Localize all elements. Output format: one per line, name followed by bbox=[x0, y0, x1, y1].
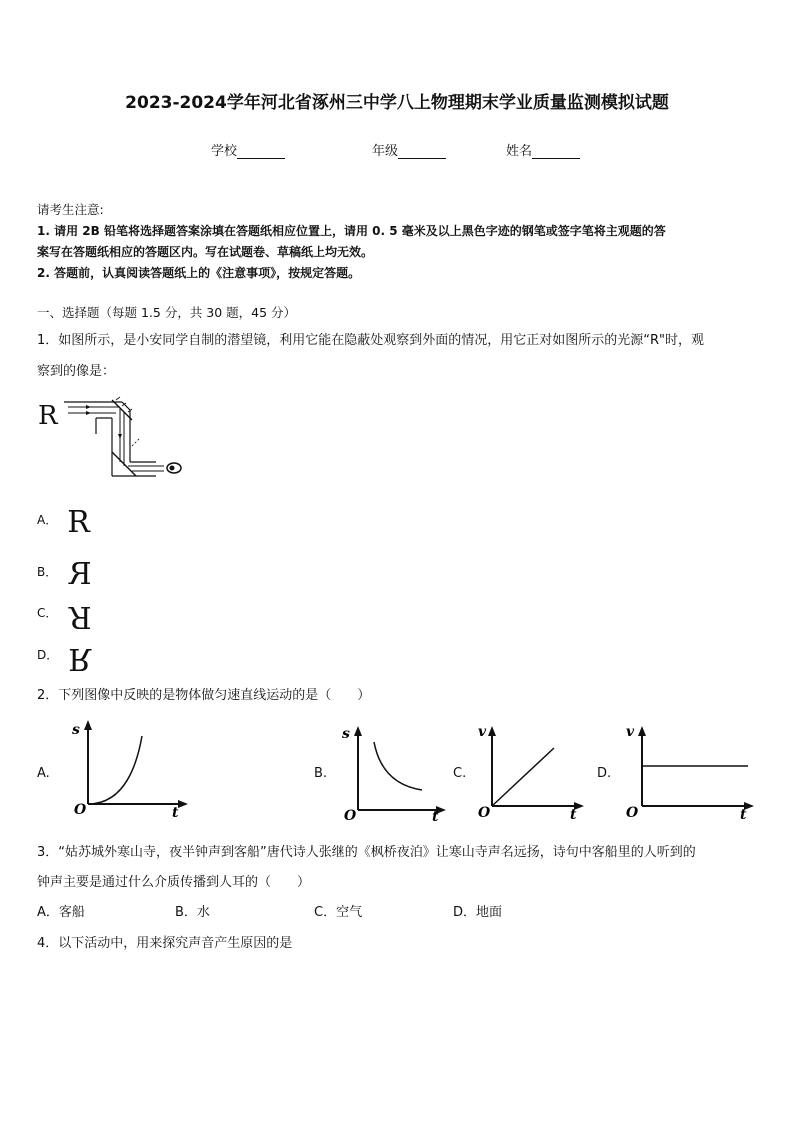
q1-option-d-glyph: R bbox=[68, 641, 91, 676]
q2-graph-b-label[interactable]: B. bbox=[314, 766, 328, 781]
q2-graph-c-origin: O bbox=[478, 805, 491, 821]
q2-graph-d bbox=[622, 722, 757, 822]
q3-option-d[interactable]: D．地面 bbox=[453, 905, 503, 920]
source-letter: R bbox=[38, 401, 58, 431]
q2-graph-c-xlabel: t bbox=[570, 807, 577, 822]
q2-graph-d-ylabel: v bbox=[626, 724, 635, 740]
q2-graph-c-ylabel: v bbox=[478, 724, 487, 740]
name-field bbox=[506, 140, 580, 159]
q2-graph-a-origin: O bbox=[74, 802, 87, 818]
q3-option-c[interactable]: C．空气 bbox=[314, 905, 363, 920]
q3-stem-line2: 钟声主要是通过什么介质传播到人耳的（ ） bbox=[37, 875, 311, 890]
q1-option-a-glyph: R bbox=[67, 505, 90, 540]
notice-item1-line2: 案写在答题纸相应的答题区内。写在试题卷、草稿纸上均无效。 bbox=[37, 245, 374, 259]
q2-graph-b-ylabel: s bbox=[342, 726, 350, 742]
page-title: 2023-2024学年河北省涿州三中学八上物理期末学业质量监测模拟试题 bbox=[125, 93, 669, 113]
q3-option-b[interactable]: B．水 bbox=[175, 905, 210, 920]
q1-option-a-label: A． bbox=[37, 513, 58, 527]
grade-blank bbox=[398, 144, 446, 159]
grade-label: 年级 bbox=[372, 144, 399, 159]
q2-graph-a-xlabel: t bbox=[172, 805, 179, 818]
q2-graph-b-xlabel: t bbox=[432, 809, 439, 822]
q3-option-a[interactable]: A．客船 bbox=[37, 905, 85, 920]
q1-stem-line2: 察到的像是： bbox=[37, 364, 116, 379]
q3-stem-line1: 3．“姑苏城外寒山寺，夜半钟声到客船”唐代诗人张继的《枫桥夜泊》让寒山寺声名远扬，诗句中客船里的人听到的 bbox=[37, 845, 696, 860]
q2-graph-a-label[interactable]: A. bbox=[37, 766, 50, 781]
q1-option-c[interactable] bbox=[37, 599, 92, 634]
name-label: 姓名 bbox=[506, 144, 533, 159]
q1-option-b[interactable] bbox=[37, 557, 92, 592]
q1-option-d[interactable] bbox=[37, 641, 91, 676]
notice-item1-line1: 1. 请用 2B 铅笔将选择题答案涂填在答题纸相应位置上，请用 0. 5 毫米及以上黑色字迹的钢笔或签字笔将主观题的答 bbox=[37, 224, 666, 238]
notice-item2: 2. 答题前，认真阅读答题纸上的《注意事项》，按规定答题。 bbox=[37, 266, 361, 280]
q2-graph-d-xlabel: t bbox=[740, 807, 747, 822]
q2-stem: 2．下列图像中反映的是物体做匀速直线运动的是（ ） bbox=[37, 688, 371, 703]
q2-graph-a-ylabel: s bbox=[72, 722, 80, 738]
q2-graph-d-label[interactable]: D. bbox=[597, 766, 612, 781]
grade-field bbox=[372, 140, 446, 159]
q1-option-b-label: B． bbox=[37, 565, 58, 579]
q1-option-c-label: C． bbox=[37, 606, 58, 620]
school-field bbox=[211, 140, 285, 159]
school-label: 学校 bbox=[211, 144, 238, 159]
q1-option-d-label: D． bbox=[37, 648, 59, 662]
q1-option-a[interactable] bbox=[37, 505, 90, 540]
q1-stem-line1: 1．如图所示，是小安同学自制的潜望镜，利用它能在隐蔽处观察到外面的情况，用它正对如图所示的光源“R"时，观 bbox=[37, 333, 705, 348]
notice-heading: 请考生注意: bbox=[37, 202, 104, 217]
school-blank bbox=[237, 144, 285, 159]
periscope-figure bbox=[36, 396, 196, 481]
q2-graph-d-origin: O bbox=[626, 805, 639, 821]
q2-graph-b-origin: O bbox=[344, 808, 357, 822]
section-heading: 一、选择题（每题 1.5 分，共 30 题，45 分） bbox=[37, 305, 297, 320]
q2-graph-c bbox=[476, 722, 586, 822]
q1-option-b-glyph: R bbox=[69, 557, 92, 592]
q4-stem: 4．以下活动中，用来探究声音产生原因的是 bbox=[37, 936, 293, 951]
name-blank bbox=[532, 144, 580, 159]
q2-graph-b bbox=[338, 722, 448, 822]
q1-option-c-glyph: R bbox=[69, 599, 92, 634]
q2-graph-c-label[interactable]: C. bbox=[453, 766, 467, 781]
q2-graph-a bbox=[70, 718, 190, 818]
